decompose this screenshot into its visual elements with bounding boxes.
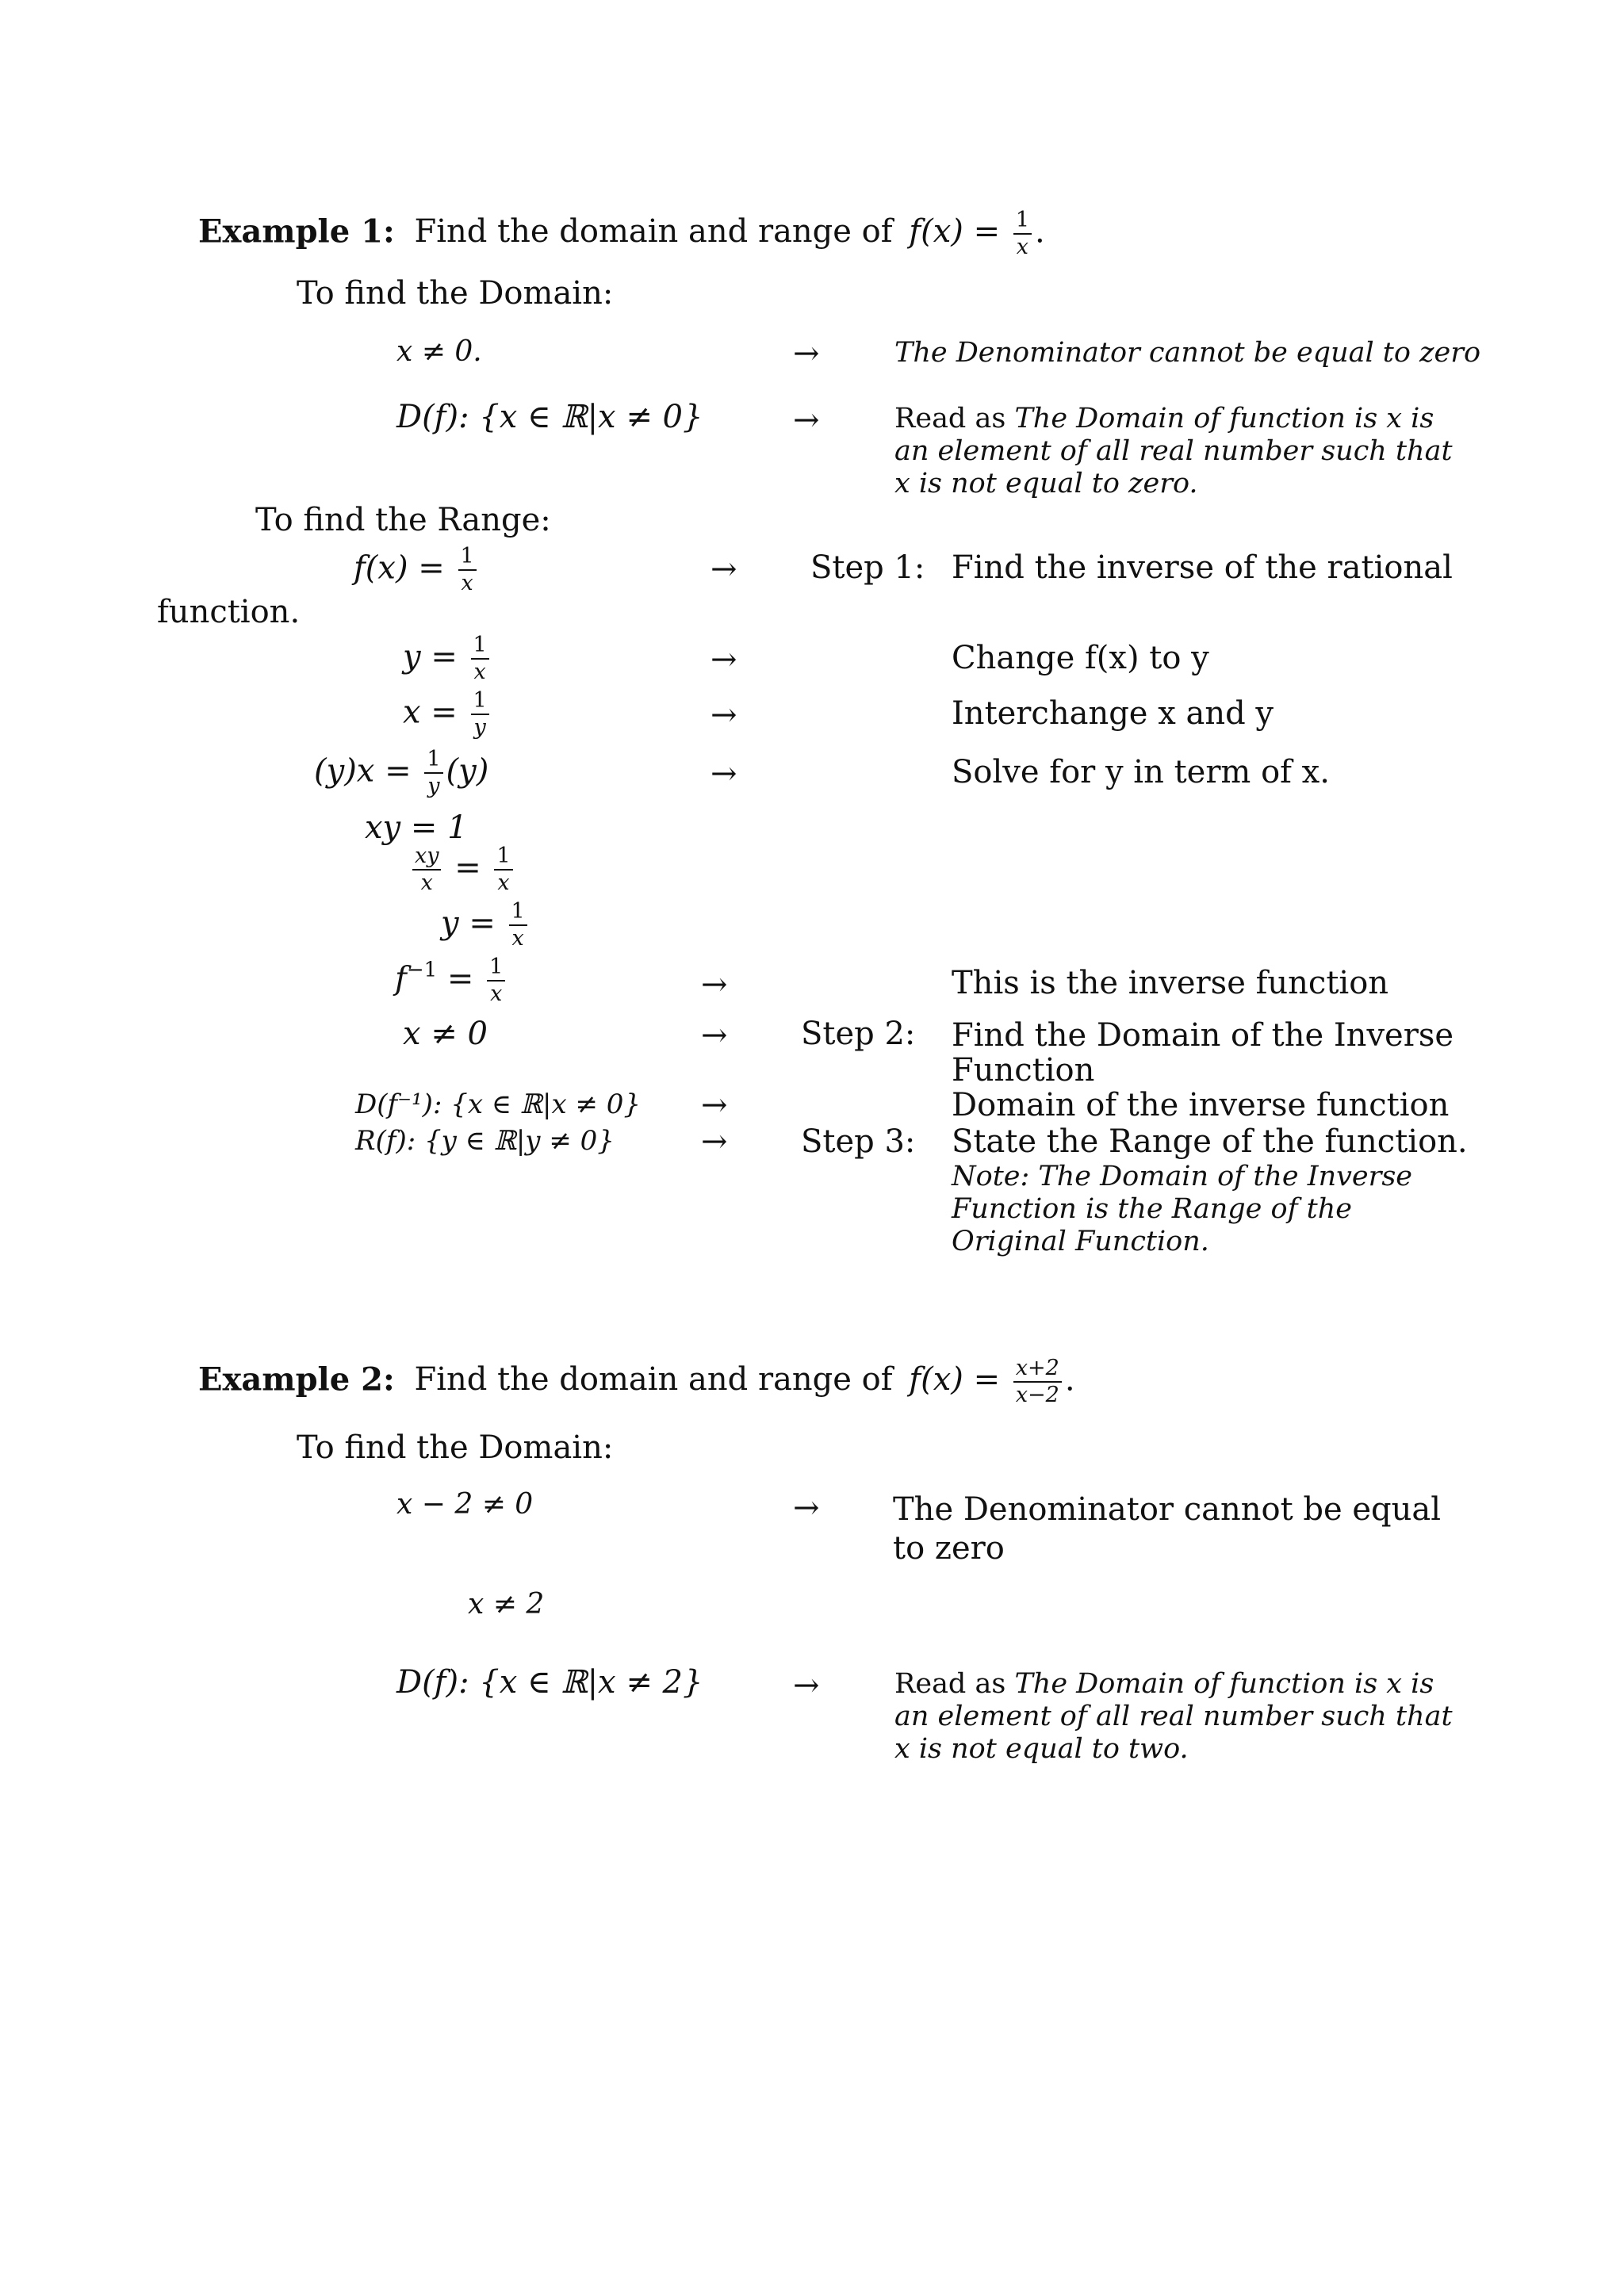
dinv-set: D(f⁻¹): {x ∈ ℝ|x ≠ 0}: [355, 1089, 642, 1120]
example1-domain-note1: The Denominator cannot be equal to zero: [894, 337, 1481, 369]
example1-domain-step1: x ≠ 0.: [396, 335, 482, 368]
example2-prompt: Find the domain and range of: [414, 1361, 893, 1399]
example2-domain-step1: x − 2 ≠ 0: [396, 1488, 534, 1521]
arrow-icon: →: [710, 641, 737, 678]
range-y-line: y = $\frac{1}{x}$: [403, 634, 492, 684]
example1-label: Example 1:: [198, 212, 395, 251]
range-xy-line: xy = 1: [365, 809, 468, 846]
arrow-icon: →: [793, 335, 820, 372]
range-fx-line: f(x) = $\frac{1}{x}$: [354, 545, 480, 595]
step2-label: Step 2:: [801, 1016, 916, 1052]
range-div-line: $\frac{xy}{x}$ = $\frac{1}{x}$: [409, 845, 516, 895]
example2-heading: Example 2: Find the domain and range of f(x) = $\frac{x+2}{x-2}$ .: [198, 1356, 1075, 1408]
example1-range-heading: To find the Range:: [255, 502, 551, 538]
example2-domain-note2: Read as The Domain of function is x is an element of all real number such that x is not equal to two.: [894, 1668, 1453, 1765]
arrow-icon: →: [710, 551, 737, 587]
range-fx-fraction: $\frac{1}{x}$: [458, 545, 477, 595]
arrow-icon: →: [701, 1017, 728, 1054]
arrow-icon: →: [701, 1123, 728, 1160]
example2-label: Example 2:: [198, 1360, 395, 1399]
range-x-line: x = $\frac{1}{y}$: [403, 690, 492, 740]
change-text: Change f(x) to y: [952, 640, 1209, 676]
arrow-icon: →: [710, 697, 737, 733]
example1-domain-set: D(f): {x ∈ ℝ|x ≠ 0}: [396, 399, 703, 435]
step1-wrap: function.: [157, 594, 301, 630]
arrow-icon: →: [793, 1667, 820, 1704]
example1-fraction: $\frac{1}{x}$: [1013, 209, 1032, 259]
example1-fx: f(x) =: [909, 213, 1001, 251]
range-finv-line: $f^{-1}$ = $\frac{1}{x}$: [395, 956, 508, 1006]
range-y2-line: y = $\frac{1}{x}$: [441, 901, 530, 951]
arrow-icon: →: [701, 1087, 728, 1123]
example2-domain-step2: x ≠ 2: [468, 1588, 545, 1621]
range-xne0-line: x ≠ 0: [403, 1016, 488, 1052]
arrow-icon: →: [793, 1490, 820, 1526]
example2-domain-note1: The Denominator cannot be equal to zero: [893, 1491, 1442, 1567]
inverse-text: This is the inverse function: [952, 965, 1389, 1001]
solve-text: Solve for y in term of x.: [952, 754, 1330, 790]
example1-heading: Example 1: Find the domain and range of f(x) = $\frac{1}{x}$ .: [198, 208, 1045, 260]
step3-label: Step 3:: [801, 1123, 916, 1160]
step1-label: Step 1:: [810, 549, 925, 586]
step2-text: Find the Domain of the Inverse Function: [952, 1017, 1454, 1089]
example2-fraction: $\frac{x+2}{x-2}$: [1013, 1357, 1062, 1407]
range-set: R(f): {y ∈ ℝ|y ≠ 0}: [355, 1125, 615, 1157]
arrow-icon: →: [701, 966, 728, 1003]
step3-note: Note: The Domain of the Inverse Function is the Range of the Original Function.: [952, 1161, 1413, 1257]
arrow-icon: →: [793, 402, 820, 438]
step3-text: State the Range of the function.: [952, 1123, 1468, 1160]
example2-fx: f(x) =: [909, 1361, 1001, 1399]
step1-text: Find the inverse of the rational: [952, 549, 1453, 586]
example1-domain-note2: Read as The Domain of function is x is an element of all real number such that x is not equal to zero.: [894, 403, 1453, 499]
example2-domain-heading: To find the Domain:: [297, 1429, 614, 1466]
example1-prompt: Find the domain and range of: [414, 213, 893, 251]
interchange-text: Interchange x and y: [952, 695, 1274, 732]
example2-domain-set: D(f): {x ∈ ℝ|x ≠ 2}: [396, 1664, 703, 1701]
arrow-icon: →: [710, 756, 737, 792]
dinv-text: Domain of the inverse function: [952, 1087, 1450, 1123]
range-yx-line: (y)x = $\frac{1}{y}$ (y): [314, 747, 489, 799]
example1-domain-heading: To find the Domain:: [297, 275, 614, 312]
